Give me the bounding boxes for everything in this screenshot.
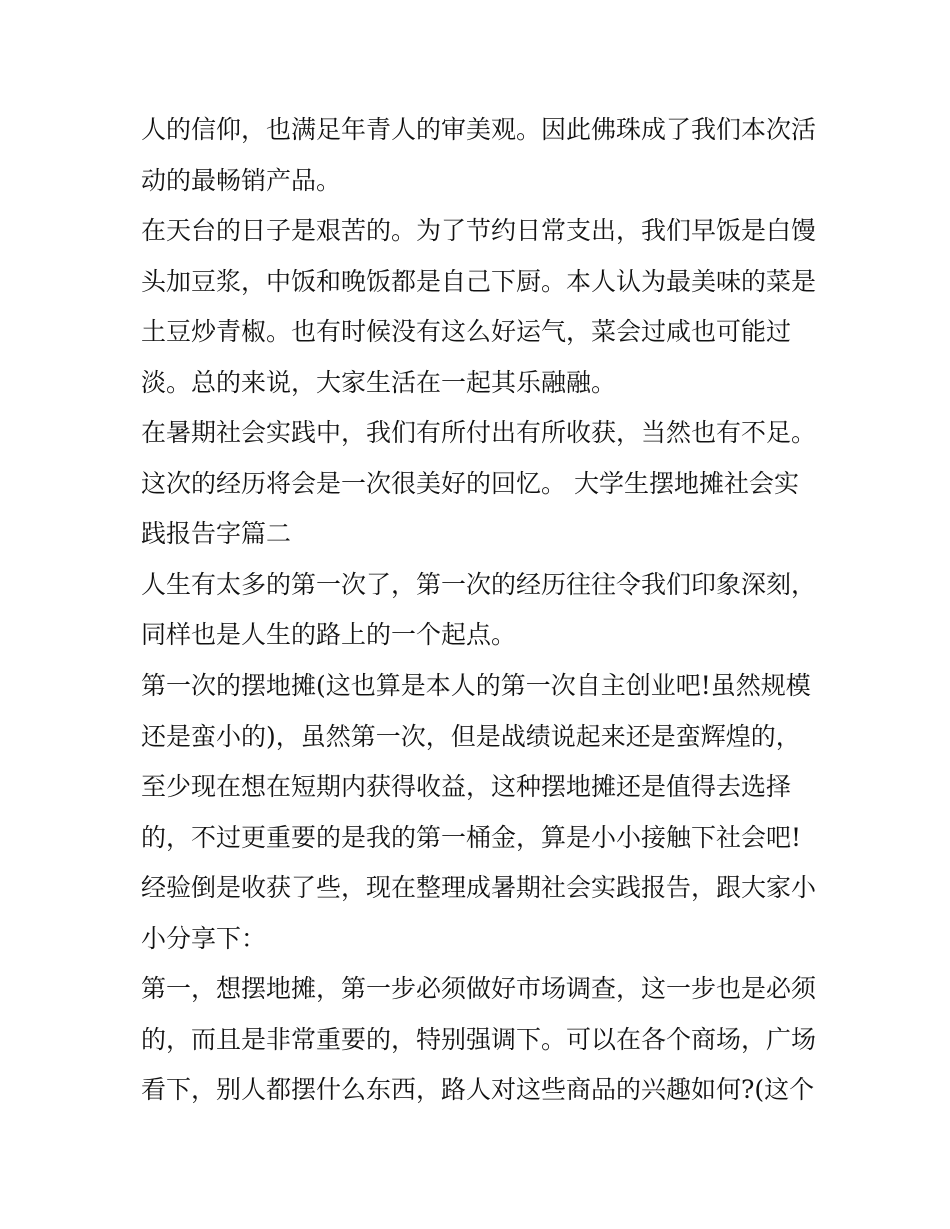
- text-line: 在天台的日子是艰苦的。为了节约日常支出，我们早饭是白馒: [141, 216, 817, 245]
- text-line: 同样也是人生的路上的一个起点。: [141, 620, 517, 649]
- text-line: 头加豆浆，中饭和晚饭都是自己下厨。本人认为最美味的菜是: [141, 267, 817, 296]
- text-line: 经验倒是收获了些，现在整理成暑期社会实践报告，跟大家小: [141, 873, 817, 902]
- text-line: 第一次的摆地摊(这也算是本人的第一次自主创业吧!虽然规模: [141, 671, 811, 700]
- text-line: 淡。总的来说，大家生活在一起其乐融融。: [141, 368, 617, 397]
- text-line: 人的信仰，也满足年青人的审美观。因此佛珠成了我们本次活: [141, 115, 817, 144]
- text-line: 人生有太多的第一次了，第一次的经历往往令我们印象深刻，: [141, 570, 817, 599]
- text-line: 第一，想摆地摊，第一步必须做好市场调查，这一步也是必须: [141, 974, 817, 1003]
- text-line: 至少现在想在短期内获得收益，这种摆地摊还是值得去选择: [141, 772, 792, 801]
- text-line: 这次的经历将会是一次很美好的回忆。 大学生摆地摊社会实: [141, 469, 799, 498]
- text-line: 的，而且是非常重要的，特别强调下。可以在各个商场，广场: [141, 1025, 817, 1054]
- text-line: 在暑期社会实践中，我们有所付出有所收获，当然也有不足。: [141, 418, 817, 447]
- text-line: 小分享下：: [141, 924, 267, 953]
- text-line: 看下，别人都摆什么东西，路人对这些商品的兴趣如何?(这个: [141, 1075, 815, 1104]
- text-line: 践报告字篇二: [141, 519, 292, 548]
- text-line: 的，不过更重要的是我的第一桶金，算是小小接触下社会吧!: [141, 823, 802, 852]
- text-line: 土豆炒青椒。也有时候没有这么好运气，菜会过咸也可能过: [141, 317, 792, 346]
- text-line: 还是蛮小的)，虽然第一次，但是战绩说起来还是蛮辉煌的，: [141, 722, 801, 751]
- text-line: 动的最畅销产品。: [141, 166, 342, 195]
